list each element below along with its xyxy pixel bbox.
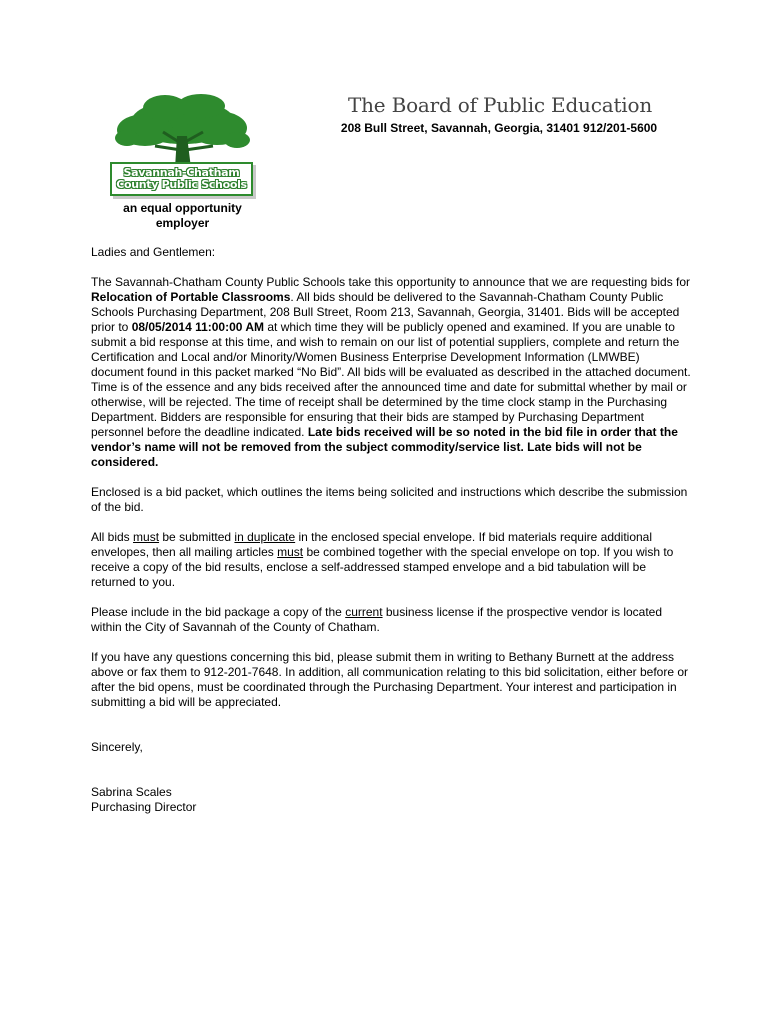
paragraph-bid-packet: Enclosed is a bid packet, which outlines the items being solicited and instructions which describe the submission of the bid.	[91, 485, 688, 514]
logo-plaque	[110, 162, 253, 196]
signer-name: Sabrina Scales	[91, 785, 172, 799]
p1-text-1: The Savannah-Chatham County Public Schools take this opportunity to announce that we are requesting bids for	[91, 275, 691, 289]
p1-text-2: . All bids should be delivered to the Savannah-Chatham County Public Schools Purchasing Department, 208 Bull Street, Room 213, Savannah, Georgia, 31401. Bids will be accepted prior to	[91, 290, 680, 334]
paragraph-business-license	[91, 605, 691, 635]
late-bids-notice: Late bids received will be so noted in the bid file in order that the vendor’s name will not be removed from the subject commodity/service list. Late bids will not be considered.	[91, 425, 678, 469]
p4-text-2: business license if the prospective vendor is located within the City of Savannah of the County of Chatham.	[91, 605, 663, 634]
p3-text-4: be combined together with the special envelope on top. If you wish to receive a copy of the bid results, enclose a self-addressed stamped envelope and a bid tabulation will be returned to you.	[91, 545, 674, 589]
logo-line-1: Savannah-Chatham	[123, 166, 240, 179]
p3-text-1: All bids	[91, 530, 134, 544]
must-emphasis-2: must	[277, 545, 304, 559]
paragraph-questions: If you have any questions concerning this bid, please submit them in writing to Bethany Burnett at the address above or fax them to 912-201-7648. In addition, all communication relating to this bid solicitation, either before or after the bid opens, must be coordinated through the Purchasing Department. Your interest and participation in submitting a bid will be appreciated.	[91, 650, 689, 709]
salutation: Ladies and Gentlemen:	[91, 245, 216, 259]
current-emphasis: current	[345, 605, 383, 619]
signer-title: Purchasing Director	[91, 800, 197, 814]
bid-deadline: 08/05/2014 11:00:00 AM	[131, 320, 265, 334]
p4-text-1: Please include in the bid package a copy of the	[91, 605, 346, 619]
board-title: The Board of Public Education	[347, 93, 653, 117]
must-emphasis-1: must	[133, 530, 160, 544]
board-address: 208 Bull Street, Savannah, Georgia, 31401 912/201-5600	[340, 121, 658, 135]
logo-line-2: County Public Schools	[116, 178, 247, 191]
p3-text-3: in the enclosed special envelope. If bid materials require additional envelopes, then all mailing articles	[91, 530, 653, 559]
signature-block	[91, 785, 691, 815]
letter-body	[91, 245, 691, 830]
paragraph-submission	[91, 530, 691, 590]
school-district-logo	[105, 92, 260, 204]
paragraph-bid-request	[91, 275, 691, 470]
closing: Sincerely,	[91, 740, 143, 754]
duplicate-emphasis: in duplicate	[234, 530, 296, 544]
p1-text-3: at which time they will be publicly opened and examined. If you are unable to submit a bid response at this time, and wish to remain on our list of potential suppliers, complete and return the Certification and Local and/or Minority/Women Business Enterprise Development Information (LMWBE) document found in this packet marked “No Bid”. All bids will be evaluated as described in the attached document. Time is of the essence and any bids received after the announced time and date for submittal whether by mail or otherwise, will be rejected. The time of receipt shall be determined by the time clock stamp in the Purchasing Department. Bidders are responsible for ensuring that their bids are stamped by Purchasing Department personnel before the deadline indicated.	[91, 320, 691, 439]
tree-icon	[105, 92, 260, 172]
project-name: Relocation of Portable Classrooms	[91, 290, 291, 304]
logo-tagline: an equal opportunity employer	[123, 201, 242, 230]
p3-text-2: be submitted	[159, 530, 235, 544]
